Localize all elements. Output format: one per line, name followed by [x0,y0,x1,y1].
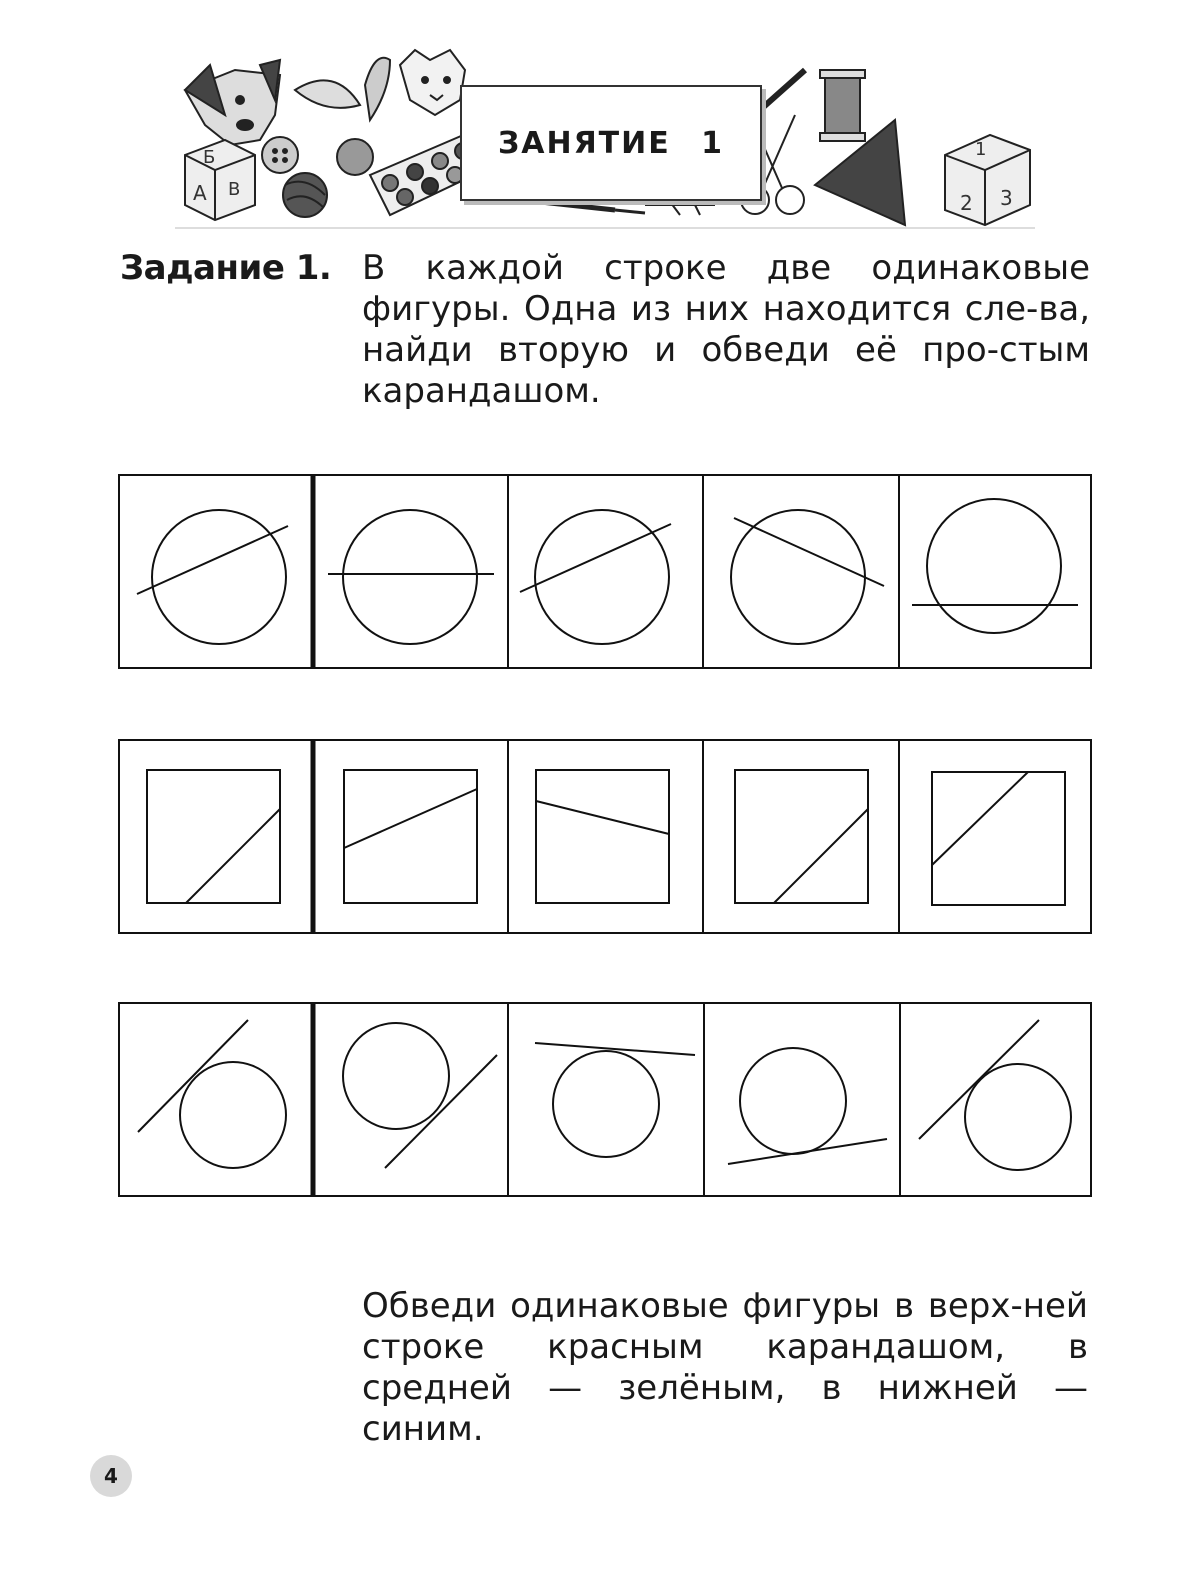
svg-text:А: А [193,181,207,205]
coloring-instructions: Обведи одинаковые фигуры в верх-ней строке красным карандашом, в средней — зелёным, в нижней — синим. [362,1286,1088,1449]
pencil-icon [760,70,805,110]
option-figure-2 [536,770,669,903]
figure-row-circles-with-line [118,474,1092,670]
yarn-ball-icon [283,173,327,217]
page-number: 4 [104,1464,118,1488]
lesson-title-box [460,85,762,201]
option-figure-3 [735,770,868,903]
thread-spool-icon [820,70,865,141]
cat-drawing-icon [400,50,465,115]
sample-figure [138,1020,286,1168]
svg-text:В: В [228,179,241,200]
button-icon [262,137,298,173]
svg-text:1: 1 [975,139,987,160]
svg-text:3: 3 [1000,186,1013,210]
row-frame [119,1003,1091,1196]
task-instructions: В каждой строке две одинаковые фигуры. Одна из них находится сле-ва, найди вторую и обведи её про-стым карандашом. [362,248,1090,411]
page-number-badge [90,1455,132,1497]
svg-text:Б: Б [203,147,216,168]
task-label: Задание 1. [120,248,332,288]
figure-row-squares-with-line [118,739,1092,935]
option-figure-4 [912,499,1078,633]
row-frame [119,475,1091,668]
button-icon [337,139,373,175]
svg-text:2: 2 [960,191,973,215]
option-figure-2 [535,1043,695,1157]
number-block-icon [945,135,1030,225]
option-figure-1 [343,1023,497,1168]
leaf-icon [295,80,360,107]
lesson-title: ЗАНЯТИЕ 1 [497,125,725,161]
sample-figure [147,770,280,903]
option-figure-1 [328,510,494,644]
option-figure-4 [919,1020,1071,1170]
leaf-icon [365,58,390,120]
alphabet-block-icon [185,140,255,220]
option-figure-3 [731,510,884,644]
dog-drawing-icon [185,60,280,145]
option-figure-1 [344,770,477,903]
option-figure-3 [728,1048,887,1164]
figure-row-circle-and-line [118,1002,1092,1198]
sample-figure [137,510,288,644]
option-figure-2 [520,510,671,644]
option-figure-4 [932,772,1065,905]
